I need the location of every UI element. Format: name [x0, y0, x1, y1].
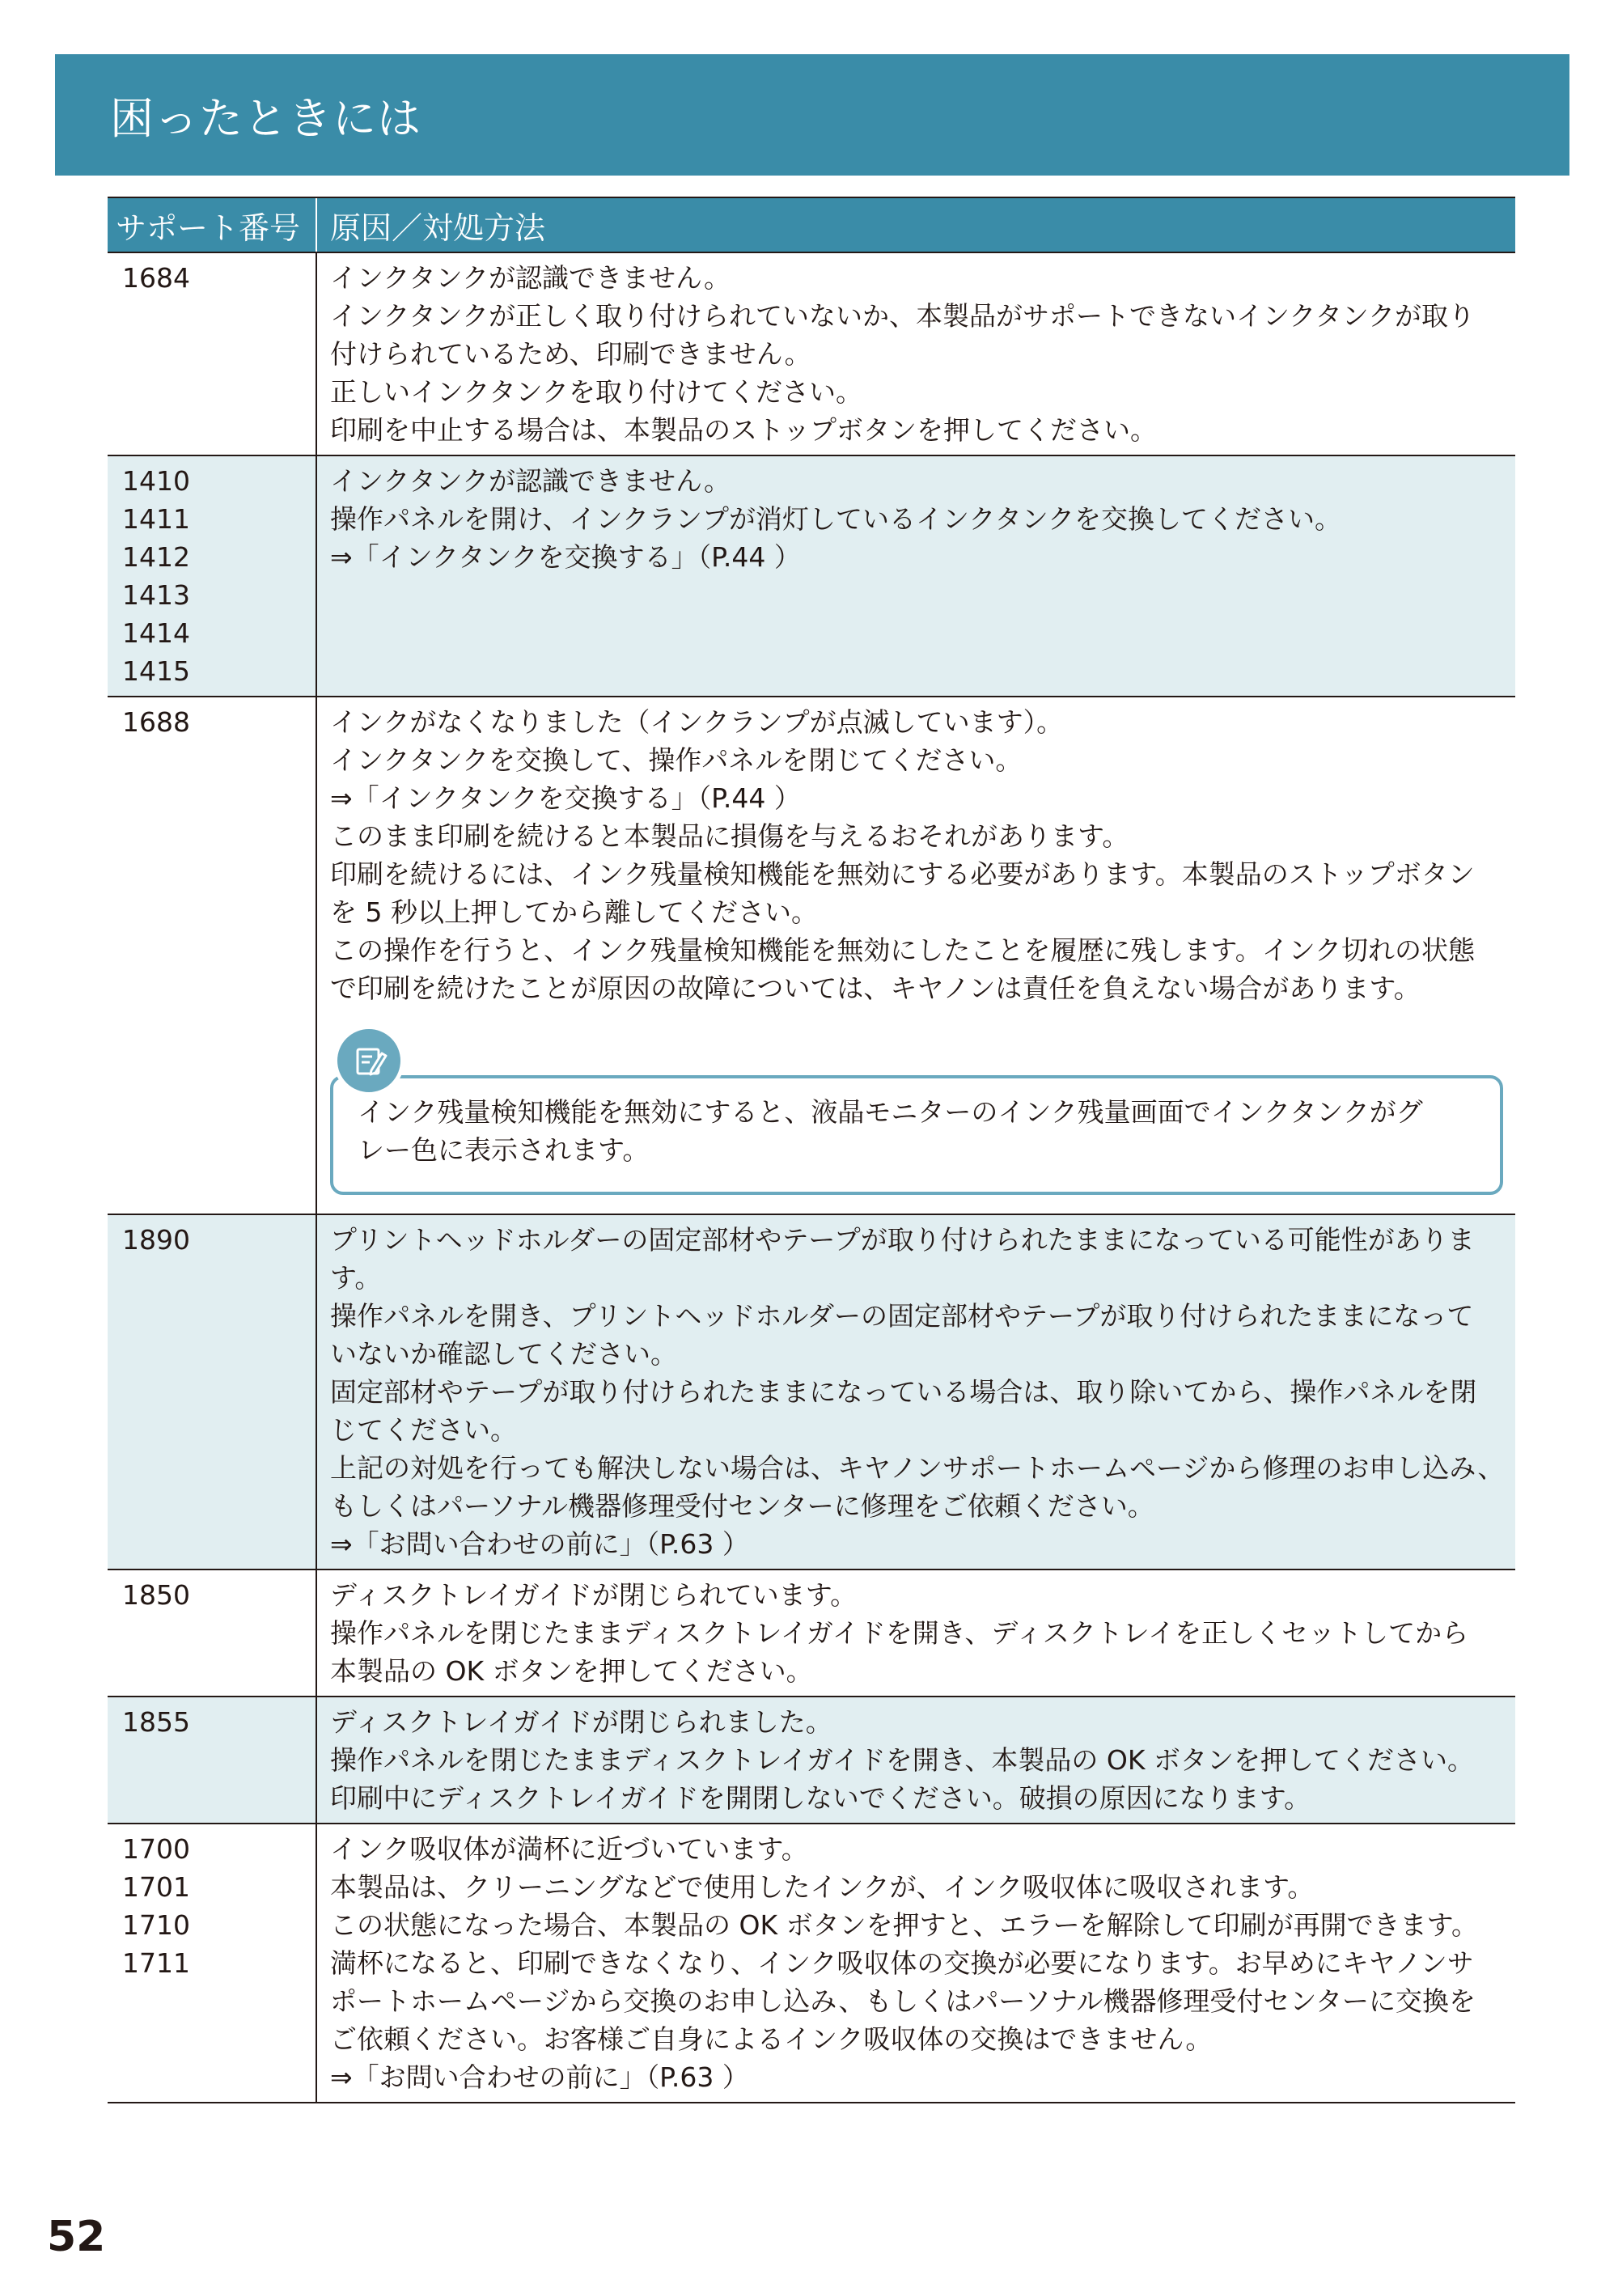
support-number-cell	[108, 697, 316, 1214]
note-line: レー色に表示されます。	[358, 1134, 650, 1166]
description-line: 本製品は、クリーニングなどで使用したインクが、インク吸収体に吸収されます。	[330, 1871, 1315, 1903]
description-line: で印刷を続けたことが原因の故障については、キヤノンは責任を負えない場合があります。	[330, 972, 1421, 1004]
cause-solution-cell	[316, 1824, 1515, 2103]
description-line: 正しいインクタンクを取り付けてください。	[330, 376, 863, 408]
description-line: ⇒「お問い合わせの前に」（P.63 ）	[330, 2061, 749, 2093]
page-number: 52	[47, 2213, 106, 2261]
support-number: 1410	[122, 465, 190, 497]
description-line: インクタンクが認識できません。	[330, 262, 731, 294]
description-line: プリントヘッドホルダーの固定部材やテープが取り付けられたままになっている可能性がありま	[330, 1224, 1475, 1256]
support-number: 1855	[122, 1706, 190, 1738]
description-line: インク吸収体が満杯に近づいています。	[330, 1833, 808, 1865]
description-line: もしくはパーソナル機器修理受付センターに修理をご依頼ください。	[330, 1490, 1154, 1522]
support-number: 1413	[122, 579, 190, 611]
description-line: ディスクトレイガイドが閉じられています。	[330, 1579, 858, 1611]
support-number: 1414	[122, 617, 190, 649]
support-number: 1701	[122, 1871, 190, 1903]
cause-solution-cell	[316, 697, 1515, 1214]
description-line: 操作パネルを閉じたままディスクトレイガイドを開き、ディスクトレイを正しくセットしてから	[330, 1617, 1469, 1649]
support-number-cell	[108, 455, 316, 697]
description-line: 操作パネルを閉じたままディスクトレイガイドを開き、本製品の OK ボタンを押してください。	[330, 1744, 1475, 1776]
table-row	[108, 1697, 1515, 1824]
description-line: 印刷中にディスクトレイガイドを開閉しないでください。破損の原因になります。	[330, 1782, 1311, 1814]
description-line: ⇒「お問い合わせの前に」（P.63 ）	[330, 1528, 749, 1560]
description-line: ⇒「インクタンクを交換する」（P.44 ）	[330, 782, 801, 814]
description-line: 操作パネルを開き、プリントヘッドホルダーの固定部材やテープが取り付けられたままになって	[330, 1300, 1474, 1332]
support-number: 1890	[122, 1224, 190, 1256]
description-line: ポートホームページから交換のお申し込み、もしくはパーソナル機器修理受付センターに交換を	[330, 1985, 1476, 2017]
description-line: を 5 秒以上押してから離してください。	[330, 896, 818, 928]
memo-pencil-icon	[333, 1025, 404, 1096]
cause-solution-cell	[316, 1697, 1515, 1824]
description-line: いないか確認してください。	[330, 1338, 677, 1370]
note-callout	[330, 1025, 1503, 1195]
description-line: 満杯になると、印刷できなくなり、インク吸収体の交換が必要になります。お早めにキヤノンサ	[330, 1947, 1474, 1979]
support-number: 1415	[122, 655, 190, 687]
column-header-cause-solution: 原因／対処方法	[316, 197, 1515, 252]
chapter-title: 困ったときには	[110, 92, 421, 144]
description-line: 上記の対処を行っても解決しない場合は、キヤノンサポートホームページから修理のお申し込み、	[330, 1452, 1505, 1484]
cause-solution-cell	[316, 252, 1515, 455]
support-number-cell	[108, 1214, 316, 1569]
description-line: 付けられているため、印刷できません。	[330, 338, 811, 370]
description-line: インクがなくなりました（インクランプが点滅しています）。	[330, 706, 1064, 738]
support-number: 1710	[122, 1909, 190, 1941]
support-number-cell	[108, 252, 316, 455]
note-box	[330, 1075, 1503, 1195]
support-number: 1850	[122, 1579, 190, 1611]
description-line: 印刷を中止する場合は、本製品のストップボタンを押してください。	[330, 414, 1158, 446]
description-line: このまま印刷を続けると本製品に損傷を与えるおそれがあります。	[330, 820, 1129, 852]
table-row	[108, 252, 1515, 455]
table-row	[108, 1824, 1515, 2103]
description-line: 固定部材やテープが取り付けられたままになっている場合は、取り除いてから、操作パネルを閉	[330, 1376, 1477, 1408]
description-line: インクタンクが正しく取り付けられていないか、本製品がサポートできないインクタンクが取り	[330, 300, 1476, 332]
description-line: 印刷を続けるには、インク残量検知機能を無効にする必要があります。本製品のストップボタン	[330, 858, 1475, 890]
support-number-cell	[108, 1824, 316, 2103]
table-row	[108, 1214, 1515, 1569]
support-code-table	[108, 197, 1515, 2103]
description-line: インクタンクが認識できません。	[330, 465, 731, 497]
description-line: 本製品の OK ボタンを押してください。	[330, 1655, 813, 1687]
description-line: ⇒「インクタンクを交換する」（P.44 ）	[330, 541, 801, 573]
table-row	[108, 697, 1515, 1214]
description-line: ご依頼ください。お客様ご自身によるインク吸収体の交換はできません。	[330, 2023, 1213, 2055]
description-line: じてください。	[330, 1414, 517, 1446]
description-line: す。	[330, 1262, 382, 1294]
description-line: この状態になった場合、本製品の OK ボタンを押すと、エラーを解除して印刷が再開できます。	[330, 1909, 1478, 1941]
chapter-header	[55, 54, 1569, 176]
support-number: 1411	[122, 503, 190, 535]
cause-solution-cell	[316, 1214, 1515, 1569]
support-number: 1711	[122, 1947, 190, 1979]
support-number-cell	[108, 1697, 316, 1824]
description-line: インクタンクを交換して、操作パネルを閉じてください。	[330, 744, 1023, 776]
cause-solution-cell	[316, 1569, 1515, 1697]
description-line: ディスクトレイガイドが閉じられました。	[330, 1706, 832, 1738]
description-line: この操作を行うと、インク残量検知機能を無効にしたことを履歴に残します。インク切れの状態	[330, 934, 1476, 966]
note-line: インク残量検知機能を無効にすると、液晶モニターのインク残量画面でインクタンクがグ	[358, 1096, 1423, 1128]
column-header-support-number: サポート番号	[108, 197, 316, 252]
table-row	[108, 455, 1515, 697]
support-number: 1700	[122, 1833, 190, 1865]
table-row	[108, 1569, 1515, 1697]
cause-solution-cell	[316, 455, 1515, 697]
support-number: 1684	[122, 262, 190, 294]
support-number: 1412	[122, 541, 190, 573]
support-number: 1688	[122, 706, 190, 738]
support-number-cell	[108, 1569, 316, 1697]
table-header-row	[108, 197, 1515, 252]
description-line: 操作パネルを開け、インクランプが消灯しているインクタンクを交換してください。	[330, 503, 1342, 535]
